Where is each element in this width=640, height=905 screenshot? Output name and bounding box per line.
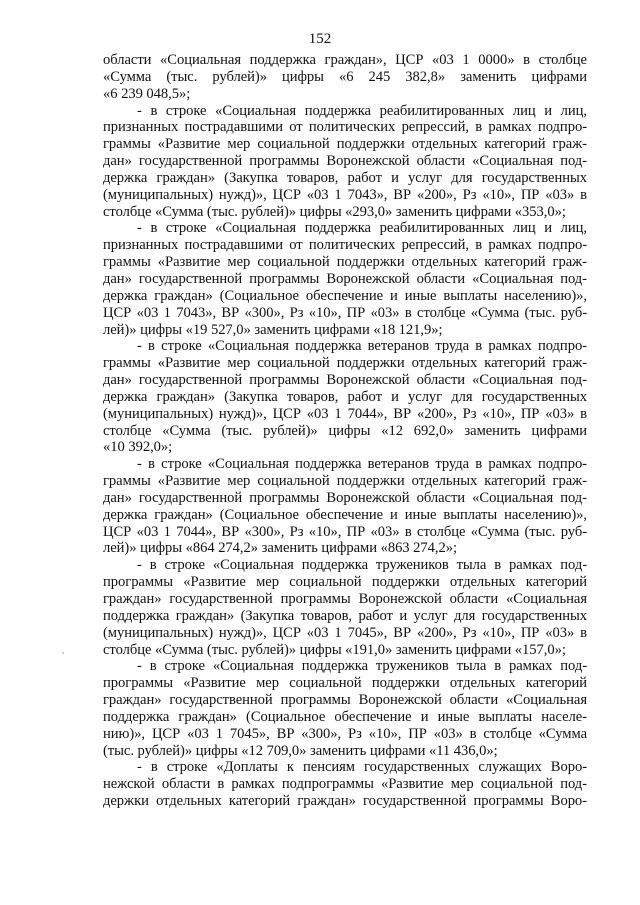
text-line: дан» государственной программы Воронежской области «Социальная под- xyxy=(103,372,587,389)
text-line: нию)», ЦСР «03 1 7045», ВР «300», Рз «10», ПР «03» в столбце «Сумма xyxy=(103,725,587,742)
text-line: держка граждан» (Социальное обеспечение и иные выплаты населению)», xyxy=(103,287,587,304)
text-line: граждан» государственной программы Воронежской области «Социальная xyxy=(103,692,587,709)
text-line: столбце «Сумма (тыс. рублей)» цифры «293,0» заменить цифрами «353,0»; xyxy=(103,203,566,220)
document-body xyxy=(103,52,587,810)
text-line: признанных пострадавшими от политических репрессий, в рамках подпро- xyxy=(103,119,587,136)
text-line: столбце «Сумма (тыс. рублей)» цифры «12 692,0» заменить цифрами xyxy=(103,422,587,439)
text-line: области «Социальная поддержка граждан», ЦСР «03 1 0000» в столбце xyxy=(103,52,587,68)
text-line: граммы «Развитие мер социальной поддержки отдельных категорий граж- xyxy=(103,136,587,153)
paragraph-p5 xyxy=(103,557,587,658)
text-line: признанных пострадавшими от политических репрессий, в рамках подпро- xyxy=(103,237,587,254)
text-line: - в строке «Социальная поддержка ветеранов труда в рамках подпро- xyxy=(137,338,587,355)
text-line: дан» государственной программы Воронежской области «Социальная под- xyxy=(103,153,587,170)
text-line: «Сумма (тыс. рублей)» цифры «6 245 382,8» заменить цифрами xyxy=(103,68,587,85)
paragraph-p1 xyxy=(103,103,587,221)
text-line: держка граждан» (Социальное обеспечение и иные выплаты населению)», xyxy=(103,506,587,523)
text-line: программы «Развитие мер социальной поддержки отдельных категорий xyxy=(103,574,587,591)
text-line: граммы «Развитие мер социальной поддержки отдельных категорий граж- xyxy=(103,473,587,490)
text-line: - в строке «Социальная поддержка реабилитированных лиц и лиц, xyxy=(137,220,587,237)
paragraph-p0 xyxy=(103,52,587,103)
text-line: программы «Развитие мер социальной поддержки отдельных категорий xyxy=(103,675,587,692)
text-line: - в строке «Доплаты к пенсиям государственных служащих Воро- xyxy=(137,759,587,776)
text-line: граждан» государственной программы Воронежской области «Социальная xyxy=(103,591,587,607)
text-line: (тыс. рублей)» цифры «12 709,0» заменить цифрами «11 436,0»; xyxy=(103,742,498,759)
scan-speck xyxy=(62,652,64,654)
text-line: столбце «Сумма (тыс. рублей)» цифры «191,0» заменить цифрами «157,0»; xyxy=(103,641,566,658)
text-line: держка граждан» (Закупка товаров, работ и услуг для государственных xyxy=(103,388,587,405)
text-line: - в строке «Социальная поддержка тружеников тыла в рамках под- xyxy=(137,557,587,574)
text-line: «10 392,0»; xyxy=(103,439,173,456)
text-line: лей)» цифры «864 274,2» заменить цифрами «863 274,2»; xyxy=(103,540,457,557)
text-line: граммы «Развитие мер социальной поддержки отдельных категорий граж- xyxy=(103,254,587,271)
text-line: поддержка граждан» (Социальное обеспечение и иные выплаты населе- xyxy=(103,708,587,725)
text-line: лей)» цифры «19 527,0» заменить цифрами «18 121,9»; xyxy=(103,321,443,338)
paragraph-p4 xyxy=(103,456,587,557)
text-line: держка граждан» (Закупка товаров, работ и услуг для государственных xyxy=(103,169,587,186)
text-line: - в строке «Социальная поддержка тружеников тыла в рамках под- xyxy=(137,658,587,675)
text-line: держки отдельных категорий граждан» государственной программы Воро- xyxy=(103,793,587,810)
text-line: - в строке «Социальная поддержка ветеранов труда в рамках подпро- xyxy=(137,456,587,473)
page-number: 152 xyxy=(308,31,332,47)
text-line: нежской области в рамках подпрограммы «Развитие мер социальной под- xyxy=(103,776,587,793)
text-line: (муниципальных) нужд)», ЦСР «03 1 7045», ВР «200», Рз «10», ПР «03» в xyxy=(103,624,587,641)
text-line: «6 239 048,5»; xyxy=(103,85,191,102)
paragraph-p6 xyxy=(103,658,587,759)
text-line: (муниципальных) нужд)», ЦСР «03 1 7043», ВР «200», Рз «10», ПР «03» в xyxy=(103,186,587,203)
text-line: дан» государственной программы Воронежской области «Социальная под- xyxy=(103,270,587,287)
text-line: поддержка граждан» (Закупка товаров, работ и услуг для государственных xyxy=(103,607,587,624)
text-line: ЦСР «03 1 7044», ВР «300», Рз «10», ПР «03» в столбце «Сумма (тыс. руб- xyxy=(103,523,587,540)
paragraph-p7 xyxy=(103,759,587,810)
text-line: - в строке «Социальная поддержка реабилитированных лиц и лиц, xyxy=(137,102,587,119)
text-line: ЦСР «03 1 7043», ВР «300», Рз «10», ПР «03» в столбце «Сумма (тыс. руб- xyxy=(103,304,587,321)
text-line: граммы «Развитие мер социальной поддержки отдельных категорий граж- xyxy=(103,355,587,372)
paragraph-p3 xyxy=(103,338,587,456)
text-line: дан» государственной программы Воронежской области «Социальная под- xyxy=(103,489,587,506)
paragraph-p2 xyxy=(103,220,587,338)
text-line: (муниципальных) нужд)», ЦСР «03 1 7044», ВР «200», Рз «10», ПР «03» в xyxy=(103,405,587,422)
